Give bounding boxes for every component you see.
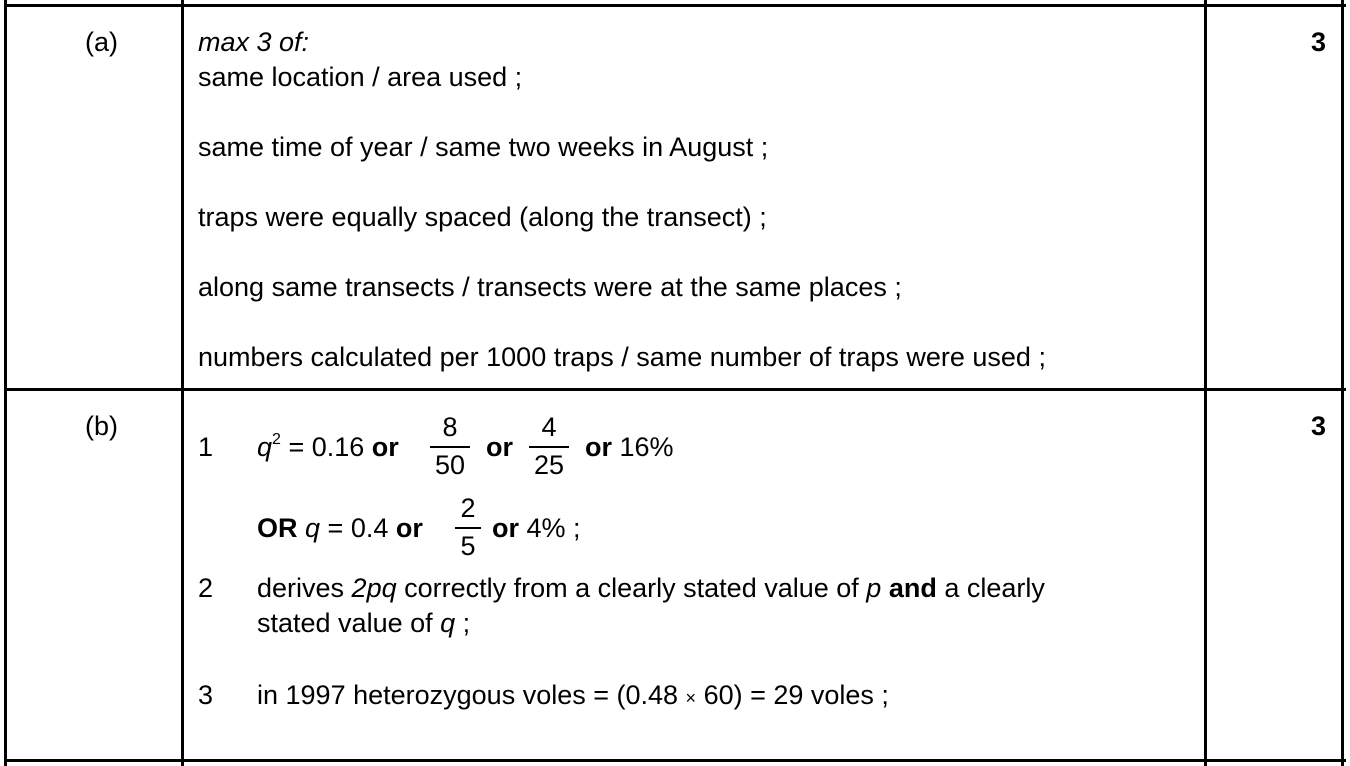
fraction-numerator: 2 bbox=[460, 493, 476, 523]
row-a-point-1: same location / area used ; bbox=[198, 62, 523, 92]
fraction-numerator: 4 bbox=[541, 412, 557, 442]
percent-text: 4% ; bbox=[519, 513, 581, 543]
item-2-line-2 bbox=[257, 610, 470, 637]
row-a-point-4: along same transects / transects were at the same places ; bbox=[198, 272, 902, 302]
or-word: or bbox=[371, 432, 399, 462]
text-run: in 1997 heterozygous voles = (0.48 bbox=[257, 680, 686, 710]
item-2-line-1 bbox=[257, 575, 1045, 602]
row-a-point-5: numbers calculated per 1000 traps / same number of traps were used ; bbox=[198, 342, 1046, 372]
text-run: correctly from a clearly stated value of bbox=[396, 573, 867, 603]
fraction-numerator: 8 bbox=[442, 412, 458, 442]
row-a-point-2: same time of year / same two weeks in August ; bbox=[198, 132, 769, 162]
or-alternative: OR bbox=[257, 513, 298, 543]
fraction-denominator: 50 bbox=[434, 450, 466, 480]
item-2-number: 2 bbox=[198, 573, 214, 603]
text-run: stated value of bbox=[257, 608, 441, 638]
table-right-border bbox=[1341, 0, 1344, 766]
row-a-heading: max 3 of: bbox=[198, 27, 310, 57]
or-word: or bbox=[585, 432, 612, 462]
variable-q: q bbox=[440, 608, 456, 638]
item-1-line-2-tail bbox=[492, 515, 581, 542]
row-a-point-3: traps were equally spaced (along the transect) ; bbox=[198, 202, 767, 232]
item-1-number: 1 bbox=[198, 432, 214, 462]
variable-p: p bbox=[866, 573, 882, 603]
exponent: 2 bbox=[272, 431, 281, 448]
row-b-label: (b) bbox=[85, 411, 118, 441]
or-word: or bbox=[486, 432, 513, 462]
item-1-tail bbox=[585, 434, 674, 461]
variable-q: q bbox=[305, 513, 321, 543]
table-top-border bbox=[4, 4, 1346, 7]
column-divider-2 bbox=[1204, 0, 1207, 766]
row-a-marks: 3 bbox=[1311, 27, 1327, 57]
text-run: ; bbox=[455, 608, 471, 638]
table-left-border bbox=[4, 0, 7, 766]
text-run: a clearly bbox=[936, 573, 1045, 603]
equation-text: = 0.4 bbox=[320, 513, 396, 543]
and-word: and bbox=[888, 573, 937, 603]
fraction-denominator: 5 bbox=[460, 531, 476, 561]
row-b-marks: 3 bbox=[1311, 411, 1327, 441]
or-word: or bbox=[395, 513, 423, 543]
equation-text: = 0.16 bbox=[280, 432, 372, 462]
item-1-line-1 bbox=[257, 431, 399, 462]
percent-text: 16% bbox=[612, 432, 674, 462]
text-run: 60) = 29 voles ; bbox=[696, 680, 889, 710]
fraction-2-5 bbox=[455, 495, 481, 560]
or-word: or bbox=[492, 513, 519, 543]
item-3-text bbox=[257, 682, 889, 709]
fraction-bar bbox=[455, 527, 481, 529]
item-3-number: 3 bbox=[198, 680, 214, 710]
column-divider-1 bbox=[181, 0, 184, 766]
variable-q: q bbox=[257, 432, 273, 462]
table-bottom-border bbox=[4, 759, 1346, 762]
item-1-line-2 bbox=[257, 515, 423, 542]
multiply-sign: × bbox=[685, 688, 697, 708]
text-run: derives bbox=[257, 573, 352, 603]
fraction-8-50 bbox=[430, 414, 470, 479]
row-a-label: (a) bbox=[85, 27, 118, 57]
fraction-bar bbox=[529, 446, 569, 448]
term-2pq: 2pq bbox=[351, 573, 397, 603]
fraction-4-25 bbox=[529, 414, 569, 479]
fraction-denominator: 25 bbox=[533, 450, 565, 480]
fraction-bar bbox=[430, 446, 470, 448]
row-divider bbox=[4, 388, 1346, 391]
